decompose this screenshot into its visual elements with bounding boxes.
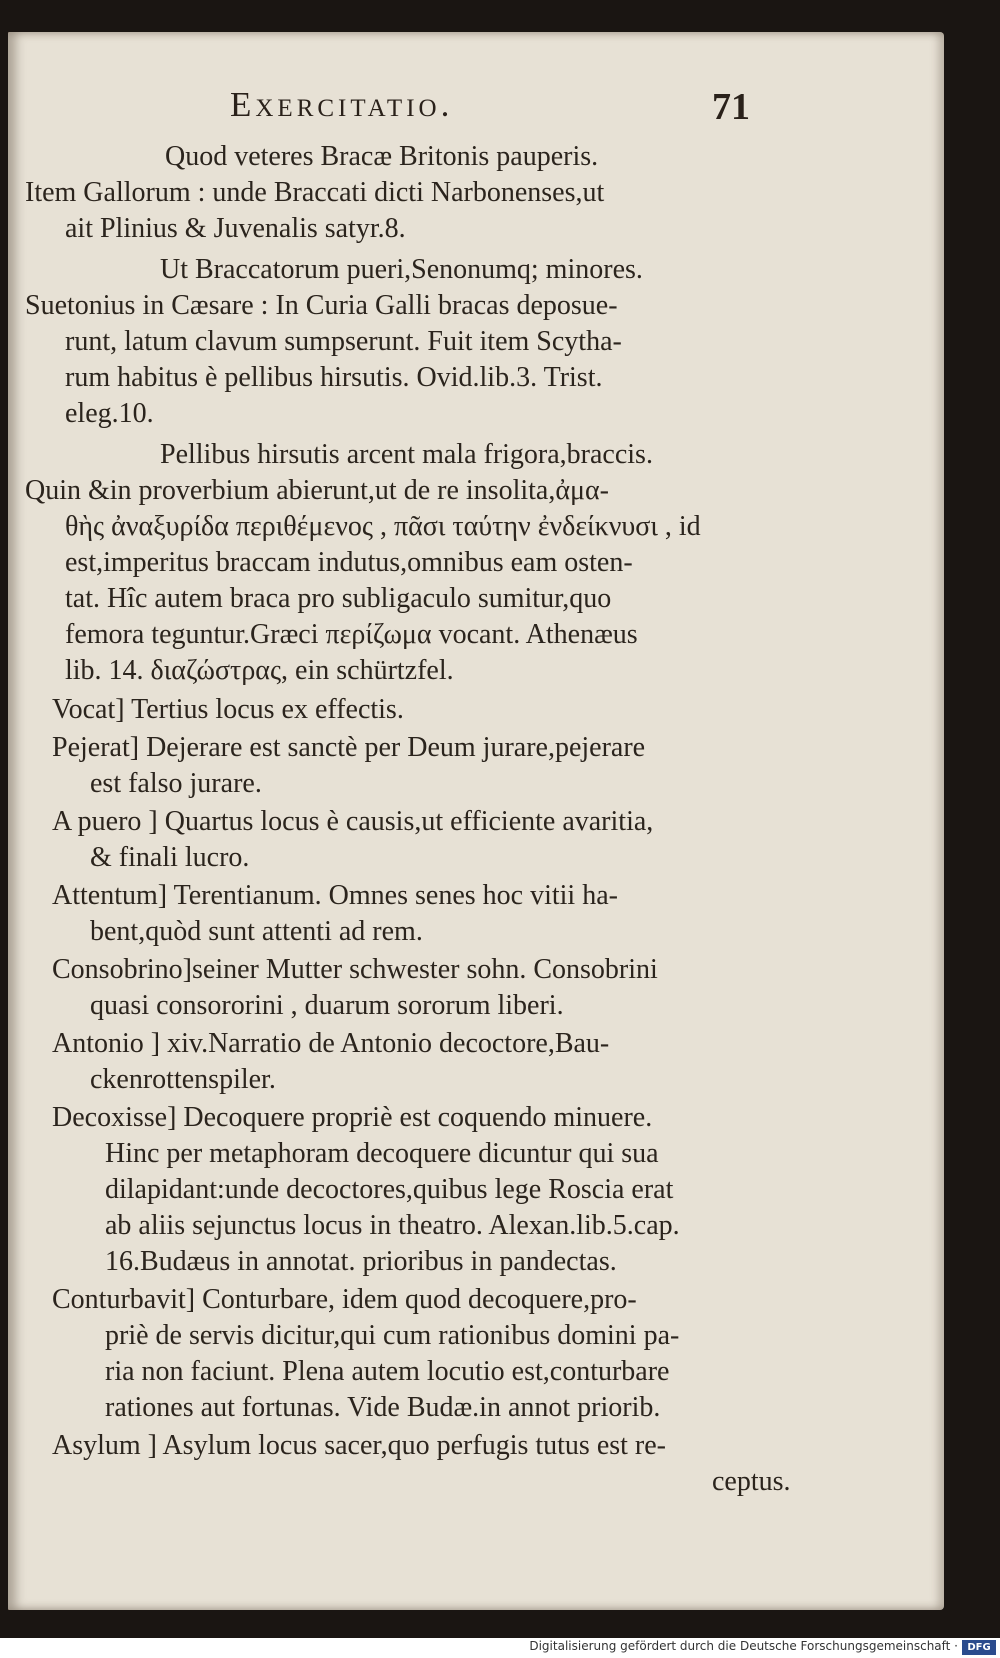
text-line: est falso jurare. xyxy=(90,768,262,799)
text-line: Asylum ] Asylum locus sacer,quo perfugis tutus est re- xyxy=(52,1430,667,1461)
funding-credit: Digitalisierung gefördert durch die Deutsche Forschungsgemeinschaft · xyxy=(529,1639,958,1653)
text-line: bent,quòd sunt attenti ad rem. xyxy=(90,916,423,947)
text-line: Hinc per metaphoram decoquere dicuntur qui sua xyxy=(105,1138,659,1169)
text-line: ait Plinius & Juvenalis satyr.8. xyxy=(65,213,406,244)
text-line: Suetonius in Cæsare : In Curia Galli bracas deposue- xyxy=(25,290,618,321)
text-line: Quin &in proverbium abierunt,ut de re insolita,ἀμα- xyxy=(25,475,610,506)
text-line: rationes aut fortunas. Vide Budæ.in annot priorib. xyxy=(105,1392,661,1423)
text-line: ria non faciunt. Plena autem locutio est,conturbare xyxy=(105,1356,670,1387)
text-line: Item Gallorum : unde Braccati dicti Narbonenses,ut xyxy=(25,177,605,208)
text-line: eleg.10. xyxy=(65,398,154,429)
running-title: Exercitatio. xyxy=(230,85,454,124)
text-line: Quod veteres Bracæ Britonis pauperis. xyxy=(165,141,599,172)
text-line: dilapidant:unde decoctores,quibus lege Roscia erat xyxy=(105,1174,674,1205)
text-line: Attentum] Terentianum. Omnes senes hoc vitii ha- xyxy=(52,880,618,911)
text-line: ckenrottenspiler. xyxy=(90,1064,276,1095)
text-line: Antonio ] xiv.Narratio de Antonio decoctore,Bau- xyxy=(52,1028,610,1059)
text-line: lib. 14. διαζώστρας, ein schürtzfel. xyxy=(65,655,454,686)
text-line: ab aliis sejunctus locus in theatro. Alexan.lib.5.cap. xyxy=(105,1210,680,1241)
text-line: est,imperitus braccam indutus,omnibus eam osten- xyxy=(65,547,633,578)
text-line: 16.Budæus in annotat. prioribus in pandectas. xyxy=(105,1246,617,1277)
digitization-footer xyxy=(0,1638,1000,1658)
text-line: Pellibus hirsutis arcent mala frigora,braccis. xyxy=(160,439,653,470)
text-line: Conturbavit] Conturbare, idem quod decoquere,pro- xyxy=(52,1284,637,1315)
text-line: priè de servis dicitur,qui cum rationibus domini pa- xyxy=(105,1320,680,1351)
text-line: θὴς ἀναξυρίδα περιθέμενος , πᾶσι ταύτην ἐνδείκνυσι , id xyxy=(65,511,701,542)
text-line: Ut Braccatorum pueri,Senonumq; minores. xyxy=(160,254,643,285)
text-line: Vocat] Tertius locus ex effectis. xyxy=(52,694,404,725)
text-line: tat. Hîc autem braca pro subligaculo sumitur,quo xyxy=(65,583,612,614)
dfg-logo: DFG xyxy=(962,1640,996,1655)
text-line: ceptus. xyxy=(712,1466,791,1497)
text-line: Decoxisse] Decoquere propriè est coquendo minuere. xyxy=(52,1102,653,1133)
text-line: & finali lucro. xyxy=(90,842,250,873)
text-line: Pejerat] Dejerare est sanctè per Deum jurare,pejerare xyxy=(52,732,646,763)
text-line: Consobrino]seiner Mutter schwester sohn. Consobrini xyxy=(52,954,658,985)
page-number: 71 xyxy=(712,86,750,128)
text-line: A puero ] Quartus locus è causis,ut efficiente avaritia, xyxy=(52,806,654,837)
text-line: femora teguntur.Græci περίζωμα vocant. Athenæus xyxy=(65,619,638,650)
text-line: quasi consororini , duarum sororum liberi. xyxy=(90,990,564,1021)
text-line: runt, latum clavum sumpserunt. Fuit item Scytha- xyxy=(65,326,622,357)
text-line: rum habitus è pellibus hirsutis. Ovid.lib.3. Trist. xyxy=(65,362,603,393)
